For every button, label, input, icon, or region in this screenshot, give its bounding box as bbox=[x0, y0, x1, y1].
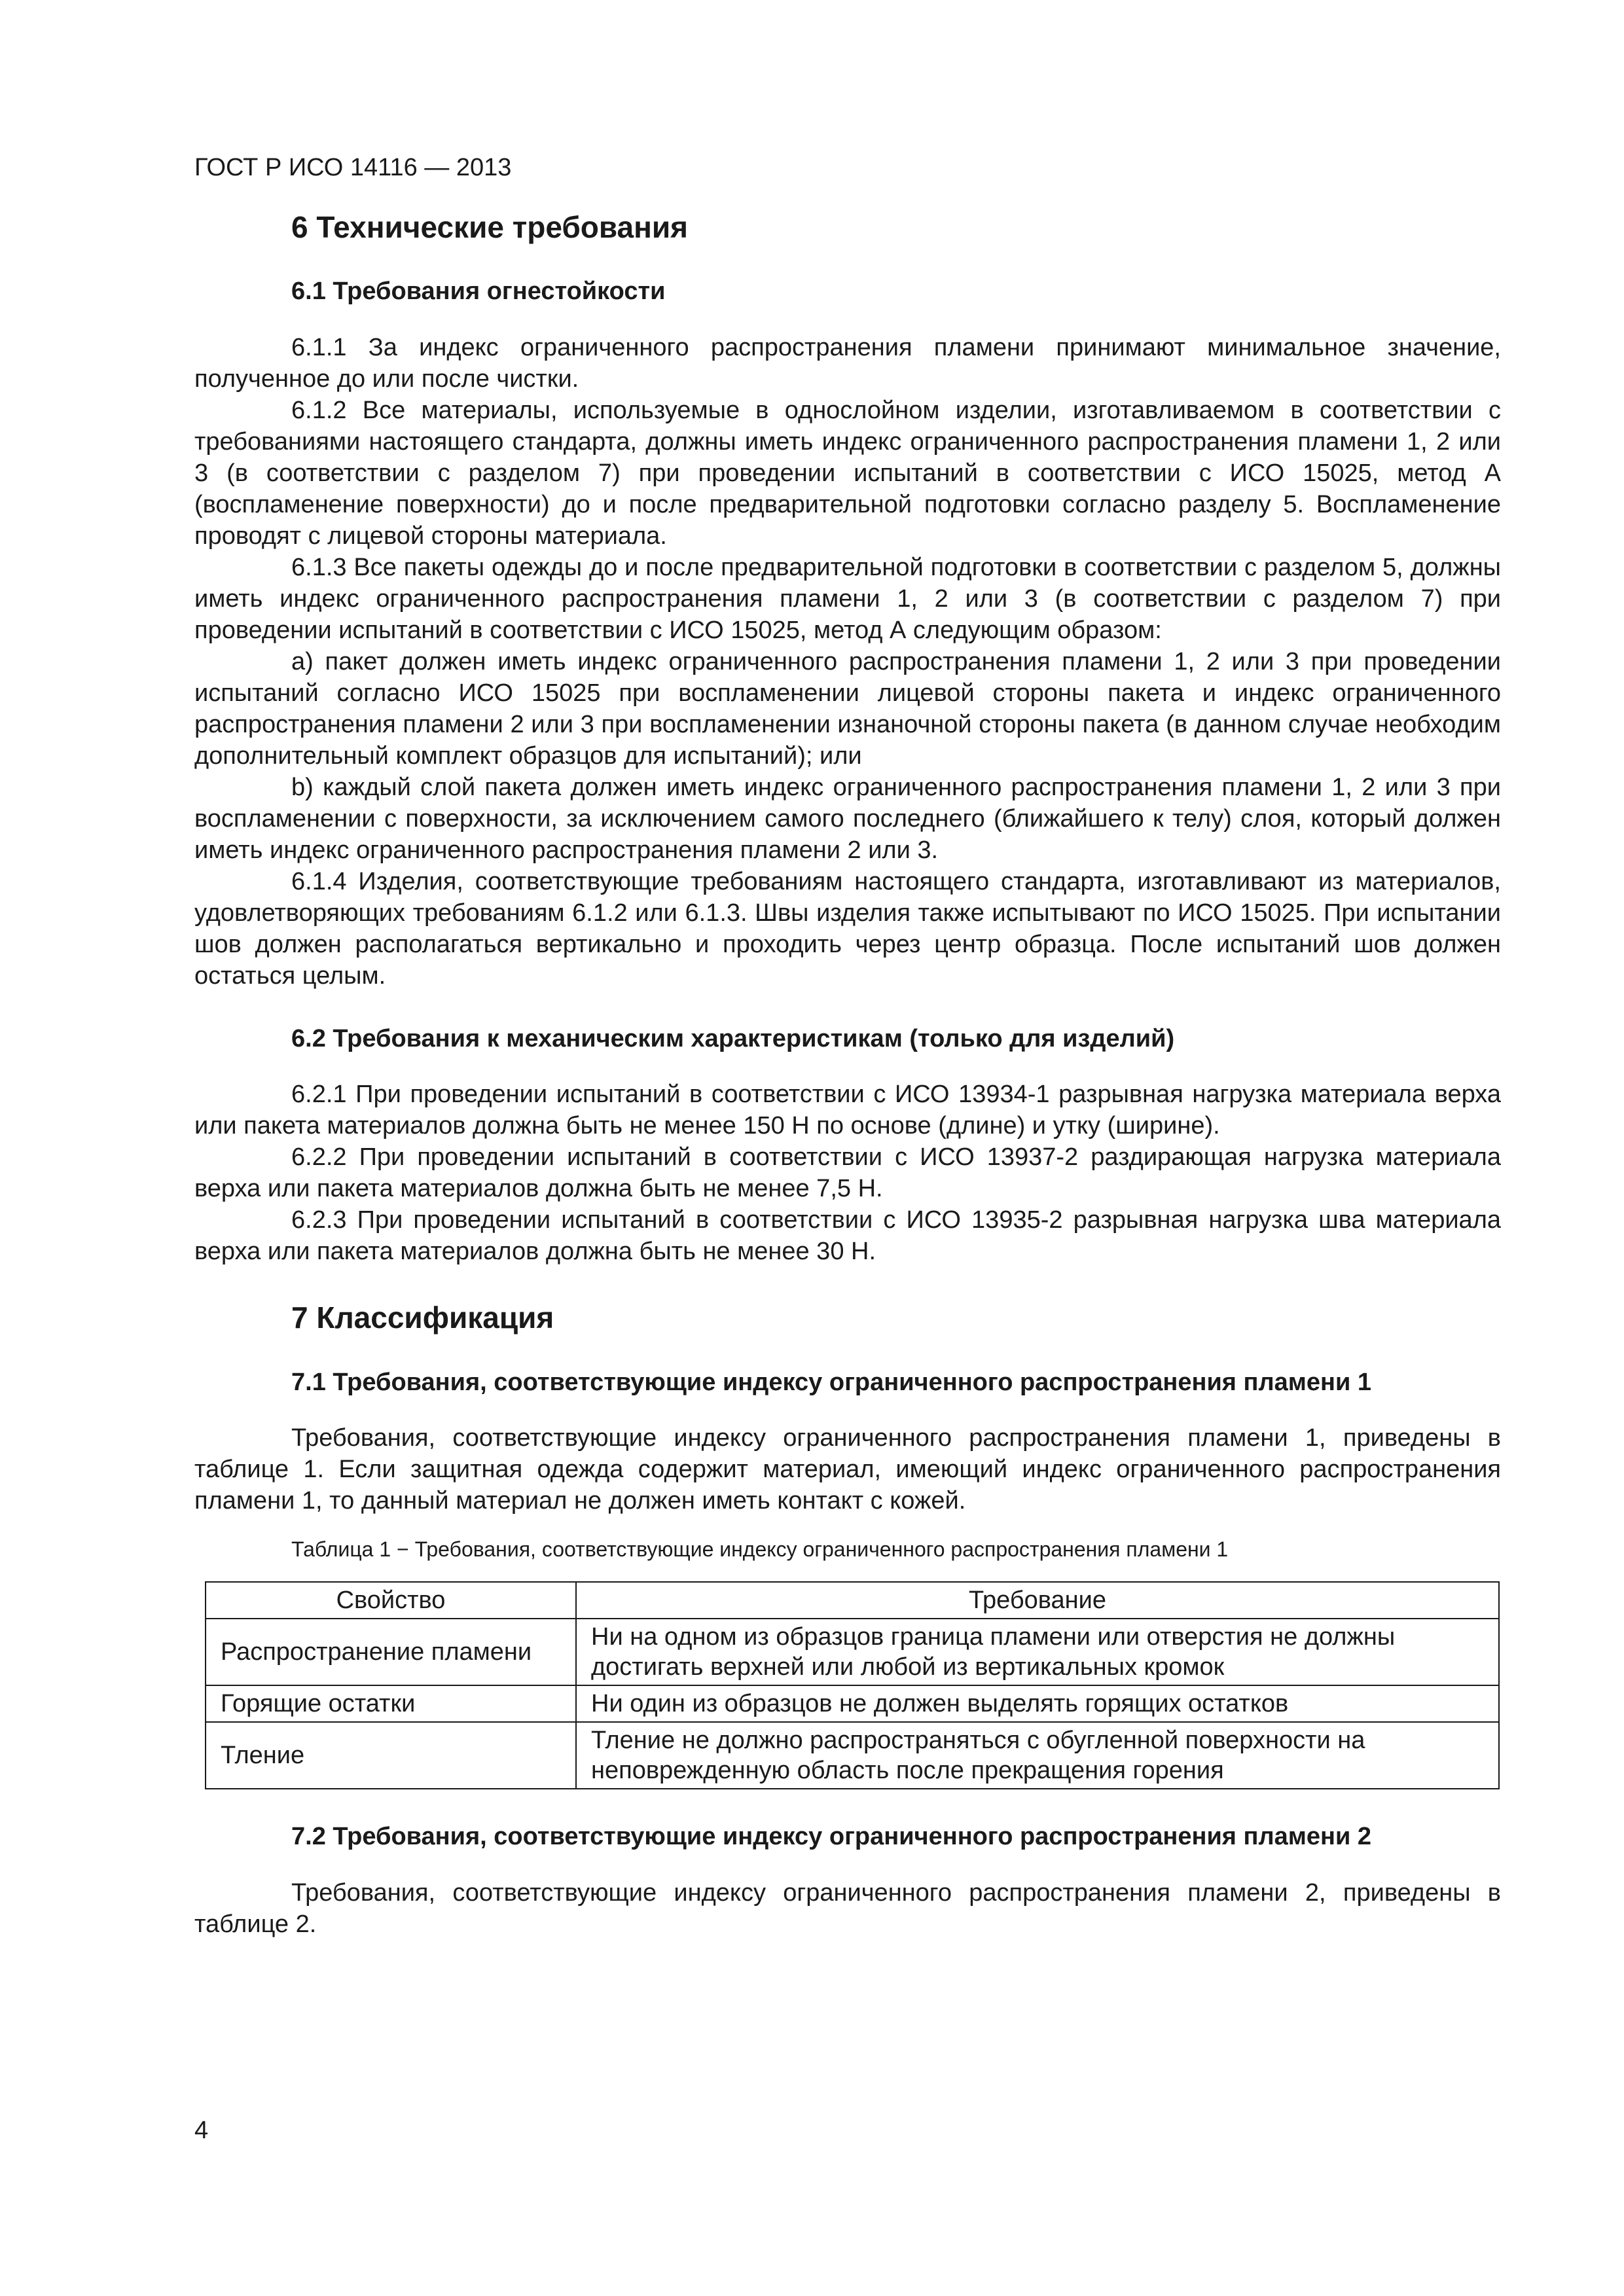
paragraph-6-2-2: 6.2.2 При проведении испытаний в соответствии с ИСО 13937-2 раздирающая нагрузка материала верха или пакета материалов должна быть не менее 7,5 Н. bbox=[194, 1143, 1501, 1203]
subsection-6-2-title: 6.2 Требования к механическим характеристикам (только для изделий) bbox=[291, 1024, 1175, 1052]
table-cell-property: Горящие остатки bbox=[206, 1685, 576, 1722]
table-cell-property: Тление bbox=[206, 1722, 576, 1789]
paragraph-6-1-1: 6.1.1 За индекс ограниченного распространения пламени принимают минимальное значение, полученное до или после чистки. bbox=[194, 333, 1501, 393]
paragraph-6-2-1: 6.2.1 При проведении испытаний в соответствии с ИСО 13934-1 разрывная нагрузка материала верха или пакета материалов должна быть не менее 150 Н по основе (длине) и утку (ширине). bbox=[194, 1081, 1501, 1140]
table-header-cell: Свойство bbox=[206, 1582, 576, 1619]
subsection-6-1-title: 6.1 Требования огнестойкости bbox=[291, 278, 666, 306]
page-number: 4 bbox=[194, 2117, 209, 2144]
table-header-row bbox=[206, 1582, 1499, 1619]
table-cell-requirement: Тление не должно распространяться с обугленной поверхности на неповрежденную область после прекращения горения bbox=[576, 1722, 1499, 1789]
paragraph-7-2: Требования, соответствующие индексу ограниченного распространения пламени 2, приведены в таблице 2. bbox=[194, 1878, 1501, 1938]
standard-code-header: ГОСТ Р ИСО 14116 — 2013 bbox=[194, 154, 512, 181]
table-cell-requirement: Ни на одном из образцов граница пламени или отверстия не должны достигать верхней или любой из вертикальных кромок bbox=[576, 1619, 1499, 1685]
subsection-7-2-title: 7.2 Требования, соответствующие индексу ограниченного распространения пламени 2 bbox=[291, 1823, 1372, 1851]
table-row bbox=[206, 1685, 1499, 1722]
table-header-cell: Требование bbox=[576, 1582, 1499, 1619]
section-6-title: 6 Технические требования bbox=[291, 210, 688, 244]
paragraph-6-1-3-a: a) пакет должен иметь индекс ограниченного распространения пламени 1, 2 или 3 при проведении испытаний согласно ИСО 15025 при воспламенении лицевой стороны пакета и индекс ограниченного распространения пламени 2 или 3 при воспламенении изнаночной стороны пакета (в данном случае необходим дополнительный комплект образцов для испытаний); или bbox=[194, 647, 1501, 770]
paragraph-7-1: Требования, соответствующие индексу ограниченного распространения пламени 1, приведены в таблице 1. Если защитная одежда содержит материал, имеющий индекс ограниченного распространения пламени 1, то данный материал не должен иметь контакт с кожей. bbox=[194, 1424, 1501, 1515]
section-7-title: 7 Классификация bbox=[291, 1300, 554, 1335]
table-1 bbox=[205, 1581, 1500, 1789]
table-cell-requirement: Ни один из образцов не должен выделять горящих остатков bbox=[576, 1685, 1499, 1722]
paragraph-6-1-4: 6.1.4 Изделия, соответствующие требованиям настоящего стандарта, изготавливают из материалов, удовлетворяющих требованиям 6.1.2 или 6.1.3. Швы изделия также испытывают по ИСО 15025. При испытании шов должен располагаться вертикально и проходить через центр образца. После испытаний шов должен остаться целым. bbox=[194, 867, 1501, 990]
table-1-caption: Таблица 1 − Требования, соответствующие индексу ограниченного распространения пламени 1 bbox=[291, 1537, 1229, 1562]
table-cell-property: Распространение пламени bbox=[206, 1619, 576, 1685]
table-row bbox=[206, 1619, 1499, 1685]
paragraph-6-2-3: 6.2.3 При проведении испытаний в соответствии с ИСО 13935-2 разрывная нагрузка шва материала верха или пакета материалов должна быть не менее 30 Н. bbox=[194, 1206, 1501, 1266]
page-content bbox=[194, 209, 1501, 1940]
paragraph-6-1-3-b: b) каждый слой пакета должен иметь индекс ограниченного распространения пламени 1, 2 или 3 при воспламенении с поверхности, за исключением самого последнего (ближайшего к телу) слоя, который должен иметь индекс ограниченного распространения пламени 2 или 3. bbox=[194, 773, 1501, 864]
paragraph-6-1-2: 6.1.2 Все материалы, используемые в однослойном изделии, изготавливаемом в соответствии с требованиями настоящего стандарта, должны иметь индекс ограниченного распространения пламени 1, 2 или 3 (в соответствии с разделом 7) при проведении испытаний в соответствии с ИСО 15025, метод А (воспламенение поверхности) до и после предварительной подготовки согласно разделу 5. Воспламенение проводят с лицевой стороны материала. bbox=[194, 396, 1501, 550]
paragraph-6-1-3: 6.1.3 Все пакеты одежды до и после предварительной подготовки в соответствии с разделом 5, должны иметь индекс ограниченного распространения пламени 1, 2 или 3 (в соответствии с разделом 7) при проведении испытаний в соответствии с ИСО 15025, метод А следующим образом: bbox=[194, 553, 1501, 644]
table-row bbox=[206, 1722, 1499, 1789]
subsection-7-1-title: 7.1 Требования, соответствующие индексу ограниченного распространения пламени 1 bbox=[291, 1368, 1372, 1396]
